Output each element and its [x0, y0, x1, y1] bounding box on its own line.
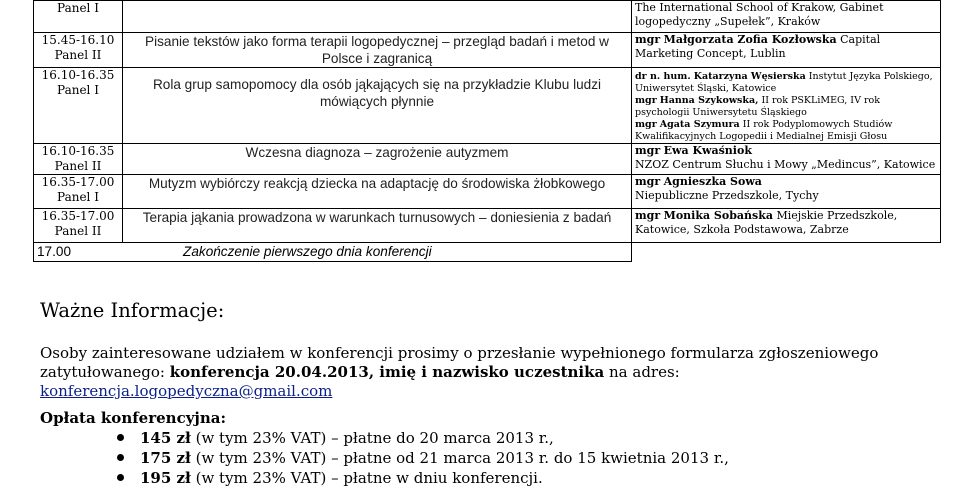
- speaker-cell: [632, 68, 941, 144]
- speaker-affiliation: Niepubliczne Przedszkole, Tychy: [635, 189, 819, 202]
- speaker-affiliation: II rok Podyplomowych Studiów Kwalifikacyjnych Logopedii i Medialnej Emisji Głosu: [635, 119, 893, 142]
- time-cell: Panel I: [34, 1, 123, 33]
- speaker-cell: [632, 1, 941, 33]
- speaker-title: mgr: [635, 33, 661, 46]
- time-cell: 16.35-17.00 Panel I: [34, 175, 123, 209]
- important-info: [40, 298, 940, 488]
- time-cell: 16.10-16.35 Panel I: [34, 68, 123, 144]
- closing-time: 17.00: [37, 244, 72, 259]
- fee-item: [40, 468, 940, 488]
- speaker-cell: [632, 175, 941, 209]
- speaker-name: Ewa Kwaśniok: [663, 144, 752, 157]
- speaker-name: Agnieszka Sowa: [663, 175, 762, 188]
- speaker-affiliation: Instytut Języka Polskiego, Uniwersytet Śląski, Katowice: [635, 71, 933, 94]
- info-heading: Ważne Informacje:: [40, 299, 225, 322]
- fee-amount: 195 zł: [140, 469, 191, 487]
- topic-cell: [123, 68, 632, 144]
- speaker-title: mgr: [635, 209, 661, 222]
- speaker-affiliation: NZOZ Centrum Słuchu i Mowy „Medincus”, Katowice: [635, 158, 936, 171]
- speaker-title: mgr: [635, 95, 657, 106]
- speaker-name: Hanna Szykowska,: [659, 95, 759, 106]
- topic-cell: Wczesna diagnoza – zagrożenie autyzmem: [123, 144, 632, 175]
- speaker-title: dr n. hum.: [635, 71, 691, 82]
- speaker-cell: [632, 33, 941, 68]
- speaker-name: Katarzyna Węsierska: [693, 71, 806, 82]
- info-paragraph: [40, 344, 940, 382]
- time-cell: 16.10-16.35 Panel II: [34, 144, 123, 175]
- speaker-name: Monika Sobańska: [663, 209, 773, 222]
- topic-text: Rola grup samopomocy dla osób jąkających się na przykładzie Klubu ludzi mówiących płynnie: [152, 77, 602, 109]
- speaker-affiliation: Miejskie Przedszkole, Katowice, Szkoła Podstawowa, Zabrze: [635, 209, 898, 236]
- table-row: [34, 1, 941, 33]
- email-link[interactable]: konferencja.logopedyczna@gmail.com: [40, 382, 333, 400]
- speaker-affiliation: Capital Marketing Concept, Lublin: [635, 33, 881, 60]
- info-subject: konferencja 20.04.2013, imię i nazwisko uczestnika: [169, 363, 605, 381]
- fee-details: (w tym 23% VAT) – płatne w dniu konferencji.: [190, 469, 543, 487]
- speaker-affiliation: The International School of Krakow, Gabinet logopedyczny „Supełek”, Kraków: [635, 1, 884, 28]
- fee-list: [40, 428, 940, 488]
- speaker-name: Agata Szymura: [659, 119, 740, 130]
- speaker-affiliation: II rok PSKLiMEG, IV rok psychologii Uniwersytetu Śląskiego: [635, 95, 880, 118]
- speaker-cell: [632, 209, 941, 243]
- speaker-title: mgr: [635, 144, 661, 157]
- fee-details: (w tym 23% VAT) – płatne od 21 marca 2013 r. do 15 kwietnia 2013 r.,: [190, 449, 729, 467]
- speaker-title: mgr: [635, 119, 657, 130]
- table-row: [34, 243, 941, 262]
- fee-title: Opłata konferencyjna:: [40, 409, 227, 427]
- info-text: Osoby zainteresowane udziałem w konferencji prosimy o przesłanie wypełnionego formularza zgłoszeniowego zatytułowanego:: [40, 344, 879, 381]
- schedule-table: [33, 0, 941, 262]
- table-row: [34, 33, 941, 68]
- fee-item: [40, 448, 940, 468]
- closing-text: Zakończenie pierwszego dnia konferencji: [183, 244, 432, 259]
- time-cell: 15.45-16.10 Panel II: [34, 33, 123, 68]
- closing-cell: [34, 243, 632, 262]
- topic-cell: [123, 1, 632, 33]
- topic-cell: Mutyzm wybiórczy reakcją dziecka na adaptację do środowiska żłobkowego: [123, 175, 632, 209]
- table-row: [34, 68, 941, 144]
- info-email-line: [40, 382, 940, 401]
- table-row: [34, 144, 941, 175]
- time-cell: 16.35-17.00 Panel II: [34, 209, 123, 243]
- fee-details: (w tym 23% VAT) – płatne do 20 marca 2013 r.,: [190, 429, 554, 447]
- topic-cell: Terapia jąkania prowadzona w warunkach turnusowych – doniesienia z badań: [123, 209, 632, 243]
- fee-amount: 145 zł: [140, 429, 191, 447]
- speaker-title: mgr: [635, 175, 661, 188]
- fee-item: [40, 428, 940, 448]
- info-text-end: na adres:: [604, 363, 680, 381]
- table-row: [34, 209, 941, 243]
- fee-amount: 175 zł: [140, 449, 191, 467]
- topic-cell: Pisanie tekstów jako forma terapii logopedycznej – przegląd badań i metod w Polsce i zagranicą: [123, 33, 632, 68]
- table-row: [34, 175, 941, 209]
- speaker-name: Małgorzata Zofia Kozłowska: [663, 33, 837, 46]
- speaker-cell: [632, 144, 941, 175]
